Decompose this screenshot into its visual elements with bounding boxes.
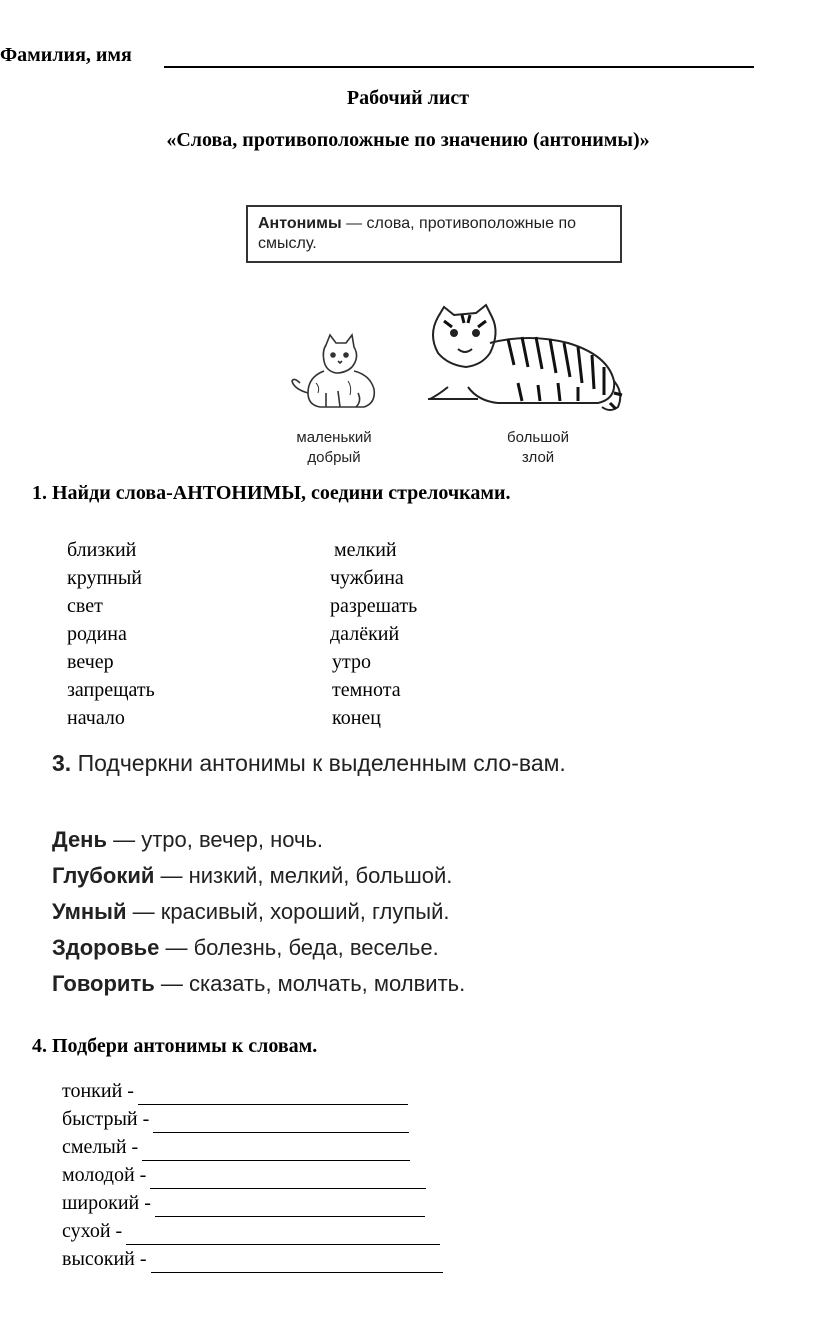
kitten-caption-kind: добрый bbox=[307, 449, 361, 466]
definition-term: Антонимы bbox=[258, 215, 342, 232]
answer-line[interactable] bbox=[126, 1226, 440, 1245]
answer-line[interactable] bbox=[138, 1086, 408, 1105]
task4-word: молодой - bbox=[62, 1164, 147, 1186]
task4-row bbox=[62, 1245, 443, 1273]
page-subtitle: «Слова, противоположные по значению (антонимы)» bbox=[166, 129, 650, 151]
task1-right-word[interactable]: конец bbox=[332, 707, 381, 729]
task1-right-word[interactable]: разрешать bbox=[330, 595, 418, 617]
task1-right-word[interactable]: темнота bbox=[332, 679, 401, 701]
tiger-caption bbox=[480, 428, 596, 468]
task3-item bbox=[52, 966, 465, 1002]
task3-options[interactable]: — утро, вечер, ночь. bbox=[107, 827, 324, 852]
task3-title-text: Подчеркни антонимы к выделенным сло-вам. bbox=[71, 750, 566, 776]
task3-options[interactable]: — болезнь, беда, веселье. bbox=[159, 935, 439, 960]
answer-line[interactable] bbox=[155, 1198, 425, 1217]
task1-left-word[interactable]: свет bbox=[67, 595, 103, 617]
task1-left-word[interactable]: начало bbox=[67, 707, 125, 729]
task3-word: Умный bbox=[52, 899, 127, 924]
task4-word: смелый - bbox=[62, 1136, 139, 1158]
task3-word: День bbox=[52, 827, 107, 852]
task1-right-column bbox=[330, 536, 417, 732]
tiger-caption-big: большой bbox=[507, 429, 569, 446]
task3-number: 3. bbox=[52, 750, 72, 776]
task4-row bbox=[62, 1189, 443, 1217]
task1-right-word[interactable]: чужбина bbox=[330, 567, 404, 589]
answer-line[interactable] bbox=[142, 1142, 410, 1161]
definition-box bbox=[246, 205, 622, 263]
task4-row bbox=[62, 1105, 443, 1133]
task4-row bbox=[62, 1133, 443, 1161]
task1-left-word[interactable]: близкий bbox=[67, 539, 137, 561]
task4-word: широкий - bbox=[62, 1192, 151, 1214]
tiger-image bbox=[418, 303, 628, 415]
task3-options[interactable]: — красивый, хороший, глупый. bbox=[126, 899, 450, 924]
task4-row bbox=[62, 1077, 443, 1105]
task1-right-word[interactable]: мелкий bbox=[334, 539, 397, 561]
task3-item bbox=[52, 822, 465, 858]
name-input-line[interactable] bbox=[164, 66, 754, 68]
task4-row bbox=[62, 1161, 443, 1189]
kitten-caption bbox=[276, 428, 392, 468]
task4-row bbox=[62, 1217, 443, 1245]
task1-left-word[interactable]: запрещать bbox=[67, 679, 155, 701]
task1-right-word[interactable]: далёкий bbox=[330, 623, 400, 645]
task1-title: 1. Найди слова-АНТОНИМЫ, соедини стрелочками. bbox=[32, 482, 511, 504]
name-label: Фамилия, имя bbox=[0, 44, 132, 66]
task4-word: быстрый - bbox=[62, 1108, 150, 1130]
task3-word: Здоровье bbox=[52, 935, 160, 960]
answer-line[interactable] bbox=[151, 1254, 443, 1273]
definition-text: — слова, противоположные по смыслу. bbox=[258, 215, 577, 252]
task3-list bbox=[52, 822, 465, 1002]
task3-item bbox=[52, 858, 465, 894]
task4-title: 4. Подбери антонимы к словам. bbox=[32, 1035, 318, 1057]
task1-left-column bbox=[67, 536, 155, 732]
task3-item bbox=[52, 930, 465, 966]
task1-left-word[interactable]: вечер bbox=[67, 651, 114, 673]
task3-word: Глубокий bbox=[52, 863, 155, 888]
task1-left-word[interactable]: крупный bbox=[67, 567, 142, 589]
task3-word: Говорить bbox=[52, 971, 155, 996]
kitten-image bbox=[286, 333, 382, 413]
task4-word: сухой - bbox=[62, 1220, 123, 1242]
task3-options[interactable]: — сказать, молчать, молвить. bbox=[154, 971, 466, 996]
task4-word: тонкий - bbox=[62, 1080, 134, 1102]
answer-line[interactable] bbox=[153, 1114, 409, 1133]
tiger-caption-evil: злой bbox=[521, 449, 555, 466]
task1-left-word[interactable]: родина bbox=[67, 623, 127, 645]
task3-item bbox=[52, 894, 465, 930]
kitten-caption-small: маленький bbox=[296, 429, 372, 446]
task4-word: высокий - bbox=[62, 1248, 147, 1270]
task3-options[interactable]: — низкий, мелкий, большой. bbox=[154, 863, 453, 888]
page-title: Рабочий лист bbox=[346, 87, 470, 109]
task1-right-word[interactable]: утро bbox=[332, 651, 371, 673]
answer-line[interactable] bbox=[150, 1170, 426, 1189]
task3-title bbox=[18, 748, 618, 778]
task4-list bbox=[62, 1077, 443, 1273]
